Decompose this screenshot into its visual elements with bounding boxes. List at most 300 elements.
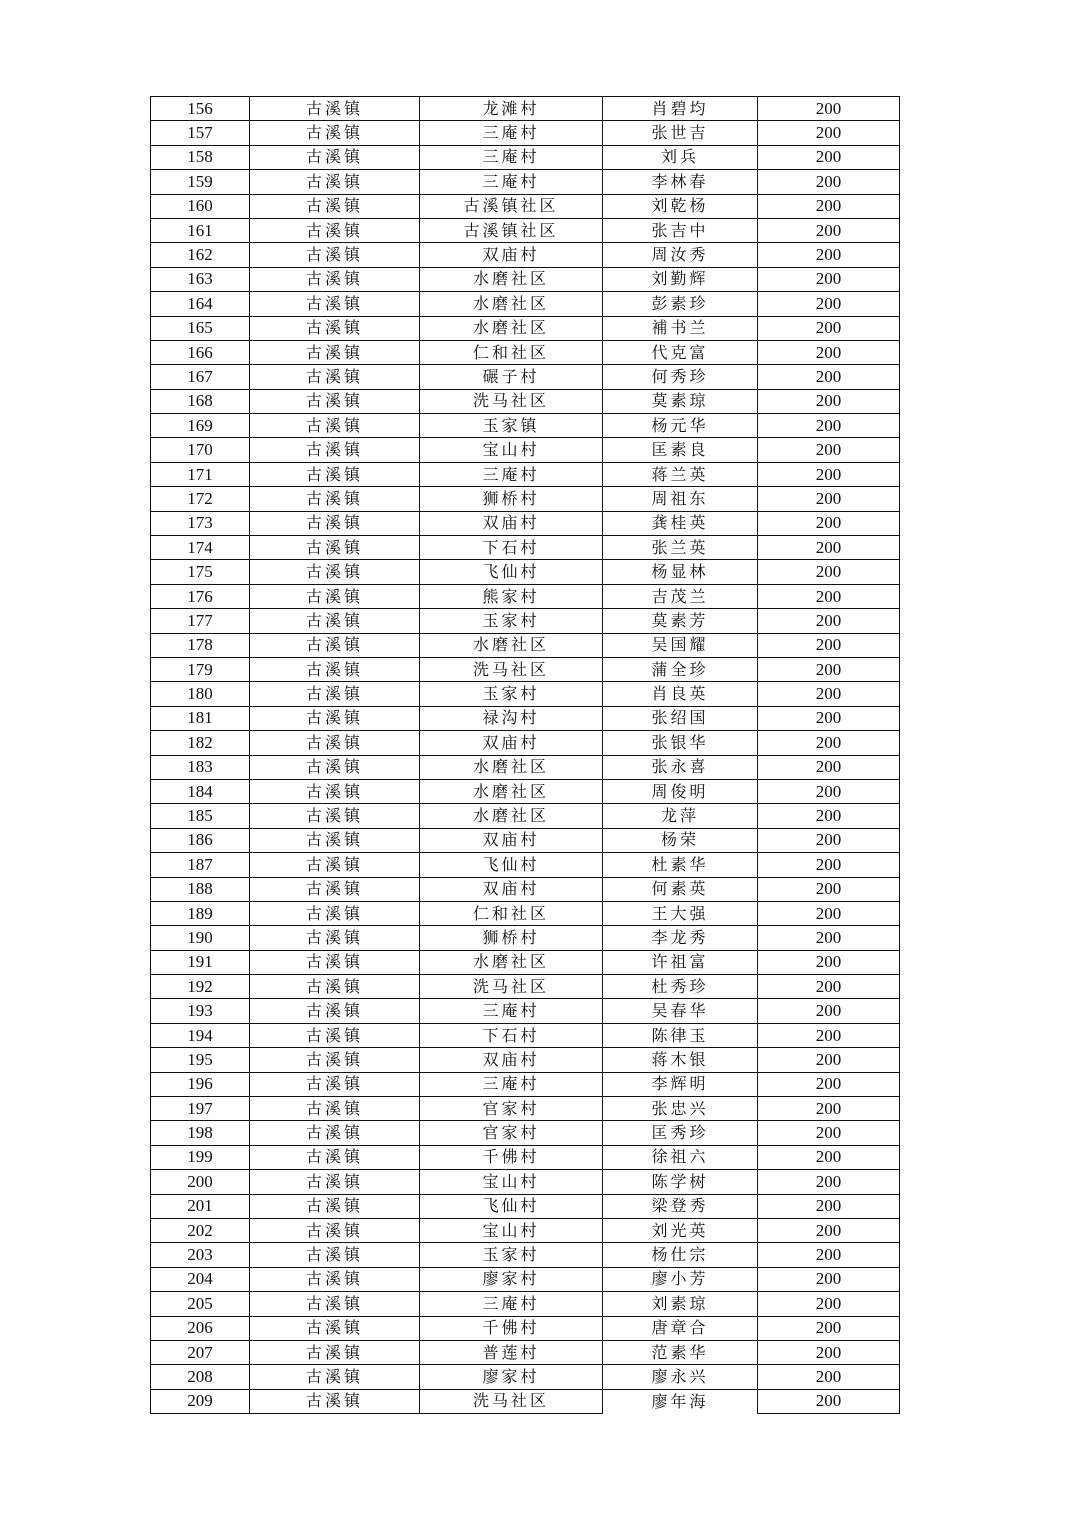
row-number-cell: 167 xyxy=(151,365,250,389)
person-name-cell: 张忠兴 xyxy=(603,1097,758,1121)
amount-cell: 200 xyxy=(758,1292,900,1316)
amount-cell: 200 xyxy=(758,682,900,706)
amount-cell: 200 xyxy=(758,145,900,169)
town-cell: 古溪镇 xyxy=(250,1170,420,1194)
town-cell: 古溪镇 xyxy=(250,1389,420,1413)
amount-cell: 200 xyxy=(758,414,900,438)
table-row xyxy=(151,926,900,950)
amount-cell: 200 xyxy=(758,170,900,194)
amount-cell: 200 xyxy=(758,657,900,681)
row-number-cell: 168 xyxy=(151,389,250,413)
amount-cell: 200 xyxy=(758,1097,900,1121)
town-cell: 古溪镇 xyxy=(250,804,420,828)
town-cell: 古溪镇 xyxy=(250,1072,420,1096)
town-cell: 古溪镇 xyxy=(250,1145,420,1169)
town-cell: 古溪镇 xyxy=(250,218,420,242)
person-name-cell: 龙萍 xyxy=(603,804,758,828)
village-cell: 古溪镇社区 xyxy=(420,194,603,218)
table-row xyxy=(151,218,900,242)
village-cell: 三庵村 xyxy=(420,121,603,145)
person-name-cell: 范素华 xyxy=(603,1340,758,1364)
town-cell: 古溪镇 xyxy=(250,1218,420,1242)
town-cell: 古溪镇 xyxy=(250,877,420,901)
table-row xyxy=(151,1243,900,1267)
village-cell: 三庵村 xyxy=(420,1072,603,1096)
person-name-cell: 杜素华 xyxy=(603,853,758,877)
person-name-cell: 彭素珍 xyxy=(603,292,758,316)
row-number-cell: 196 xyxy=(151,1072,250,1096)
amount-cell: 200 xyxy=(758,292,900,316)
town-cell: 古溪镇 xyxy=(250,1340,420,1364)
amount-cell: 200 xyxy=(758,828,900,852)
amount-cell: 200 xyxy=(758,1316,900,1340)
village-cell: 龙滩村 xyxy=(420,97,603,121)
person-name-cell: 许祖富 xyxy=(603,950,758,974)
village-cell: 玉家村 xyxy=(420,609,603,633)
table-row xyxy=(151,682,900,706)
person-name-cell: 廖永兴 xyxy=(603,1365,758,1389)
person-name-cell: 廖小芳 xyxy=(603,1267,758,1291)
row-number-cell: 203 xyxy=(151,1243,250,1267)
person-name-cell: 龚桂英 xyxy=(603,511,758,535)
village-cell: 千佛村 xyxy=(420,1145,603,1169)
amount-cell: 200 xyxy=(758,1340,900,1364)
village-cell: 下石村 xyxy=(420,536,603,560)
amount-cell: 200 xyxy=(758,316,900,340)
town-cell: 古溪镇 xyxy=(250,609,420,633)
town-cell: 古溪镇 xyxy=(250,1267,420,1291)
table-row xyxy=(151,267,900,291)
table-row xyxy=(151,243,900,267)
town-cell: 古溪镇 xyxy=(250,414,420,438)
amount-cell: 200 xyxy=(758,1267,900,1291)
row-number-cell: 197 xyxy=(151,1097,250,1121)
amount-cell: 200 xyxy=(758,389,900,413)
table-row xyxy=(151,462,900,486)
town-cell: 古溪镇 xyxy=(250,755,420,779)
town-cell: 古溪镇 xyxy=(250,145,420,169)
row-number-cell: 187 xyxy=(151,853,250,877)
town-cell: 古溪镇 xyxy=(250,731,420,755)
village-cell: 水磨社区 xyxy=(420,950,603,974)
table-row xyxy=(151,999,900,1023)
table-row xyxy=(151,779,900,803)
amount-cell: 200 xyxy=(758,999,900,1023)
town-cell: 古溪镇 xyxy=(250,706,420,730)
table-row xyxy=(151,438,900,462)
town-cell: 古溪镇 xyxy=(250,950,420,974)
table-row xyxy=(151,975,900,999)
person-name-cell: 杨显林 xyxy=(603,560,758,584)
table-row xyxy=(151,121,900,145)
amount-cell: 200 xyxy=(758,950,900,974)
row-number-cell: 207 xyxy=(151,1340,250,1364)
amount-cell: 200 xyxy=(758,1194,900,1218)
table-row xyxy=(151,1097,900,1121)
person-name-cell: 莫素琼 xyxy=(603,389,758,413)
village-cell: 下石村 xyxy=(420,1023,603,1047)
village-cell: 三庵村 xyxy=(420,1292,603,1316)
town-cell: 古溪镇 xyxy=(250,1121,420,1145)
amount-cell: 200 xyxy=(758,1023,900,1047)
amount-cell: 200 xyxy=(758,97,900,121)
row-number-cell: 198 xyxy=(151,1121,250,1145)
row-number-cell: 162 xyxy=(151,243,250,267)
table-row xyxy=(151,609,900,633)
amount-cell: 200 xyxy=(758,1048,900,1072)
village-cell: 水磨社区 xyxy=(420,267,603,291)
town-cell: 古溪镇 xyxy=(250,999,420,1023)
person-name-cell: 刘兵 xyxy=(603,145,758,169)
person-name-cell: 吴春华 xyxy=(603,999,758,1023)
row-number-cell: 179 xyxy=(151,657,250,681)
table-row xyxy=(151,536,900,560)
amount-cell: 200 xyxy=(758,438,900,462)
village-cell: 双庙村 xyxy=(420,243,603,267)
village-cell: 双庙村 xyxy=(420,1048,603,1072)
person-name-cell: 蒋木银 xyxy=(603,1048,758,1072)
person-name-cell: 李辉明 xyxy=(603,1072,758,1096)
table-row xyxy=(151,853,900,877)
row-number-cell: 204 xyxy=(151,1267,250,1291)
table-row xyxy=(151,731,900,755)
village-cell: 官家村 xyxy=(420,1121,603,1145)
town-cell: 古溪镇 xyxy=(250,1194,420,1218)
person-name-cell: 刘勤辉 xyxy=(603,267,758,291)
amount-cell: 200 xyxy=(758,1170,900,1194)
town-cell: 古溪镇 xyxy=(250,975,420,999)
row-number-cell: 186 xyxy=(151,828,250,852)
village-cell: 三庵村 xyxy=(420,999,603,1023)
village-cell: 廖家村 xyxy=(420,1267,603,1291)
village-cell: 三庵村 xyxy=(420,170,603,194)
row-number-cell: 181 xyxy=(151,706,250,730)
village-cell: 双庙村 xyxy=(420,511,603,535)
person-name-cell: 蒲全珍 xyxy=(603,657,758,681)
village-cell: 水磨社区 xyxy=(420,804,603,828)
table-row xyxy=(151,755,900,779)
town-cell: 古溪镇 xyxy=(250,1365,420,1389)
person-name-cell: 王大强 xyxy=(603,901,758,925)
row-number-cell: 201 xyxy=(151,1194,250,1218)
village-cell: 洗马社区 xyxy=(420,657,603,681)
town-cell: 古溪镇 xyxy=(250,340,420,364)
row-number-cell: 194 xyxy=(151,1023,250,1047)
town-cell: 古溪镇 xyxy=(250,462,420,486)
table-row xyxy=(151,706,900,730)
amount-cell: 200 xyxy=(758,560,900,584)
village-cell: 飞仙村 xyxy=(420,560,603,584)
person-name-cell: 杨仕宗 xyxy=(603,1243,758,1267)
person-name-cell: 李龙秀 xyxy=(603,926,758,950)
amount-cell: 200 xyxy=(758,1145,900,1169)
amount-cell: 200 xyxy=(758,779,900,803)
village-cell: 水磨社区 xyxy=(420,779,603,803)
amount-cell: 200 xyxy=(758,340,900,364)
row-number-cell: 176 xyxy=(151,584,250,608)
town-cell: 古溪镇 xyxy=(250,1292,420,1316)
row-number-cell: 193 xyxy=(151,999,250,1023)
town-cell: 古溪镇 xyxy=(250,243,420,267)
table-row xyxy=(151,877,900,901)
village-cell: 水磨社区 xyxy=(420,755,603,779)
amount-cell: 200 xyxy=(758,731,900,755)
person-name-cell: 梁登秀 xyxy=(603,1194,758,1218)
village-cell: 玉家镇 xyxy=(420,414,603,438)
table-row xyxy=(151,1292,900,1316)
person-name-cell: 莫素芳 xyxy=(603,609,758,633)
amount-cell: 200 xyxy=(758,1121,900,1145)
table-row xyxy=(151,1218,900,1242)
person-name-cell: 张银华 xyxy=(603,731,758,755)
row-number-cell: 158 xyxy=(151,145,250,169)
amount-cell: 200 xyxy=(758,121,900,145)
village-cell: 千佛村 xyxy=(420,1316,603,1340)
person-name-cell: 杨荣 xyxy=(603,828,758,852)
row-number-cell: 177 xyxy=(151,609,250,633)
village-cell: 洗马社区 xyxy=(420,389,603,413)
town-cell: 古溪镇 xyxy=(250,121,420,145)
town-cell: 古溪镇 xyxy=(250,487,420,511)
town-cell: 古溪镇 xyxy=(250,292,420,316)
amount-cell: 200 xyxy=(758,536,900,560)
village-cell: 洗马社区 xyxy=(420,975,603,999)
town-cell: 古溪镇 xyxy=(250,926,420,950)
town-cell: 古溪镇 xyxy=(250,365,420,389)
person-name-cell: 李林春 xyxy=(603,170,758,194)
table-row xyxy=(151,170,900,194)
table-row xyxy=(151,194,900,218)
amount-cell: 200 xyxy=(758,633,900,657)
town-cell: 古溪镇 xyxy=(250,316,420,340)
town-cell: 古溪镇 xyxy=(250,901,420,925)
row-number-cell: 208 xyxy=(151,1365,250,1389)
row-number-cell: 209 xyxy=(151,1389,250,1413)
person-name-cell: 代克富 xyxy=(603,340,758,364)
table-row xyxy=(151,1267,900,1291)
town-cell: 古溪镇 xyxy=(250,853,420,877)
table-row xyxy=(151,657,900,681)
village-cell: 禄沟村 xyxy=(420,706,603,730)
town-cell: 古溪镇 xyxy=(250,828,420,852)
town-cell: 古溪镇 xyxy=(250,560,420,584)
town-cell: 古溪镇 xyxy=(250,389,420,413)
amount-cell: 200 xyxy=(758,1243,900,1267)
village-cell: 飞仙村 xyxy=(420,853,603,877)
person-name-cell: 陈律玉 xyxy=(603,1023,758,1047)
village-cell: 双庙村 xyxy=(420,828,603,852)
person-name-cell: 何秀珍 xyxy=(603,365,758,389)
village-cell: 宝山村 xyxy=(420,438,603,462)
person-name-cell: 徐祖六 xyxy=(603,1145,758,1169)
table-row xyxy=(151,1389,900,1413)
person-name-cell: 周俊明 xyxy=(603,779,758,803)
town-cell: 古溪镇 xyxy=(250,511,420,535)
row-number-cell: 184 xyxy=(151,779,250,803)
village-cell: 古溪镇社区 xyxy=(420,218,603,242)
table-row xyxy=(151,1048,900,1072)
amount-cell: 200 xyxy=(758,511,900,535)
row-number-cell: 156 xyxy=(151,97,250,121)
table-row xyxy=(151,1340,900,1364)
row-number-cell: 170 xyxy=(151,438,250,462)
table-row xyxy=(151,1121,900,1145)
row-number-cell: 199 xyxy=(151,1145,250,1169)
village-cell: 飞仙村 xyxy=(420,1194,603,1218)
town-cell: 古溪镇 xyxy=(250,1243,420,1267)
row-number-cell: 159 xyxy=(151,170,250,194)
row-number-cell: 191 xyxy=(151,950,250,974)
village-cell: 普莲村 xyxy=(420,1340,603,1364)
person-name-cell: 张兰英 xyxy=(603,536,758,560)
table-row xyxy=(151,1072,900,1096)
row-number-cell: 160 xyxy=(151,194,250,218)
row-number-cell: 161 xyxy=(151,218,250,242)
row-number-cell: 171 xyxy=(151,462,250,486)
table-row xyxy=(151,1170,900,1194)
amount-cell: 200 xyxy=(758,1218,900,1242)
row-number-cell: 206 xyxy=(151,1316,250,1340)
person-name-cell: 匡素良 xyxy=(603,438,758,462)
table-row xyxy=(151,633,900,657)
village-cell: 三庵村 xyxy=(420,462,603,486)
table-row xyxy=(151,487,900,511)
table-row xyxy=(151,1316,900,1340)
amount-cell: 200 xyxy=(758,877,900,901)
village-cell: 宝山村 xyxy=(420,1218,603,1242)
town-cell: 古溪镇 xyxy=(250,1023,420,1047)
table-row xyxy=(151,340,900,364)
row-number-cell: 205 xyxy=(151,1292,250,1316)
village-cell: 熊家村 xyxy=(420,584,603,608)
row-number-cell: 173 xyxy=(151,511,250,535)
row-number-cell: 163 xyxy=(151,267,250,291)
row-number-cell: 178 xyxy=(151,633,250,657)
table-row xyxy=(151,1023,900,1047)
town-cell: 古溪镇 xyxy=(250,1048,420,1072)
town-cell: 古溪镇 xyxy=(250,1316,420,1340)
person-name-cell: 杜秀珍 xyxy=(603,975,758,999)
person-name-cell: 张绍国 xyxy=(603,706,758,730)
village-cell: 水磨社区 xyxy=(420,292,603,316)
subsidy-roster-table xyxy=(150,96,900,1414)
row-number-cell: 192 xyxy=(151,975,250,999)
town-cell: 古溪镇 xyxy=(250,1097,420,1121)
row-number-cell: 175 xyxy=(151,560,250,584)
person-name-cell: 唐章合 xyxy=(603,1316,758,1340)
row-number-cell: 185 xyxy=(151,804,250,828)
row-number-cell: 188 xyxy=(151,877,250,901)
town-cell: 古溪镇 xyxy=(250,438,420,462)
table-row xyxy=(151,1194,900,1218)
person-name-cell: 肖碧均 xyxy=(603,97,758,121)
row-number-cell: 195 xyxy=(151,1048,250,1072)
town-cell: 古溪镇 xyxy=(250,170,420,194)
row-number-cell: 200 xyxy=(151,1170,250,1194)
amount-cell: 200 xyxy=(758,218,900,242)
table-row xyxy=(151,365,900,389)
town-cell: 古溪镇 xyxy=(250,633,420,657)
row-number-cell: 202 xyxy=(151,1218,250,1242)
person-name-cell: 廖年海 xyxy=(603,1389,758,1413)
village-cell: 水磨社区 xyxy=(420,316,603,340)
person-name-cell: 匡秀珍 xyxy=(603,1121,758,1145)
amount-cell: 200 xyxy=(758,609,900,633)
village-cell: 廖家村 xyxy=(420,1365,603,1389)
row-number-cell: 166 xyxy=(151,340,250,364)
village-cell: 仁和社区 xyxy=(420,340,603,364)
person-name-cell: 周汝秀 xyxy=(603,243,758,267)
amount-cell: 200 xyxy=(758,267,900,291)
town-cell: 古溪镇 xyxy=(250,584,420,608)
village-cell: 双庙村 xyxy=(420,731,603,755)
amount-cell: 200 xyxy=(758,1365,900,1389)
person-name-cell: 刘乾杨 xyxy=(603,194,758,218)
table-row xyxy=(151,804,900,828)
row-number-cell: 157 xyxy=(151,121,250,145)
village-cell: 宝山村 xyxy=(420,1170,603,1194)
person-name-cell: 刘素琼 xyxy=(603,1292,758,1316)
person-name-cell: 吴国耀 xyxy=(603,633,758,657)
row-number-cell: 174 xyxy=(151,536,250,560)
person-name-cell: 张世吉 xyxy=(603,121,758,145)
village-cell: 玉家村 xyxy=(420,1243,603,1267)
table-row xyxy=(151,584,900,608)
amount-cell: 200 xyxy=(758,243,900,267)
village-cell: 水磨社区 xyxy=(420,633,603,657)
table-row xyxy=(151,950,900,974)
table-row xyxy=(151,316,900,340)
row-number-cell: 189 xyxy=(151,901,250,925)
village-cell: 双庙村 xyxy=(420,877,603,901)
person-name-cell: 陈学树 xyxy=(603,1170,758,1194)
person-name-cell: 周祖东 xyxy=(603,487,758,511)
town-cell: 古溪镇 xyxy=(250,657,420,681)
table-row xyxy=(151,560,900,584)
town-cell: 古溪镇 xyxy=(250,779,420,803)
amount-cell: 200 xyxy=(758,975,900,999)
table-row xyxy=(151,1145,900,1169)
village-cell: 狮桥村 xyxy=(420,487,603,511)
person-name-cell: 张永喜 xyxy=(603,755,758,779)
town-cell: 古溪镇 xyxy=(250,194,420,218)
amount-cell: 200 xyxy=(758,853,900,877)
person-name-cell: 肖良英 xyxy=(603,682,758,706)
amount-cell: 200 xyxy=(758,755,900,779)
table-row xyxy=(151,292,900,316)
row-number-cell: 164 xyxy=(151,292,250,316)
town-cell: 古溪镇 xyxy=(250,267,420,291)
village-cell: 洗马社区 xyxy=(420,1389,603,1413)
amount-cell: 200 xyxy=(758,584,900,608)
amount-cell: 200 xyxy=(758,1389,900,1413)
row-number-cell: 165 xyxy=(151,316,250,340)
row-number-cell: 182 xyxy=(151,731,250,755)
person-name-cell: 杨元华 xyxy=(603,414,758,438)
table-row xyxy=(151,1365,900,1389)
town-cell: 古溪镇 xyxy=(250,97,420,121)
town-cell: 古溪镇 xyxy=(250,536,420,560)
person-name-cell: 刘光英 xyxy=(603,1218,758,1242)
table-row xyxy=(151,828,900,852)
amount-cell: 200 xyxy=(758,1072,900,1096)
roster-table-body xyxy=(151,97,900,1414)
village-cell: 官家村 xyxy=(420,1097,603,1121)
amount-cell: 200 xyxy=(758,365,900,389)
person-name-cell: 何素英 xyxy=(603,877,758,901)
person-name-cell: 张吉中 xyxy=(603,218,758,242)
amount-cell: 200 xyxy=(758,194,900,218)
